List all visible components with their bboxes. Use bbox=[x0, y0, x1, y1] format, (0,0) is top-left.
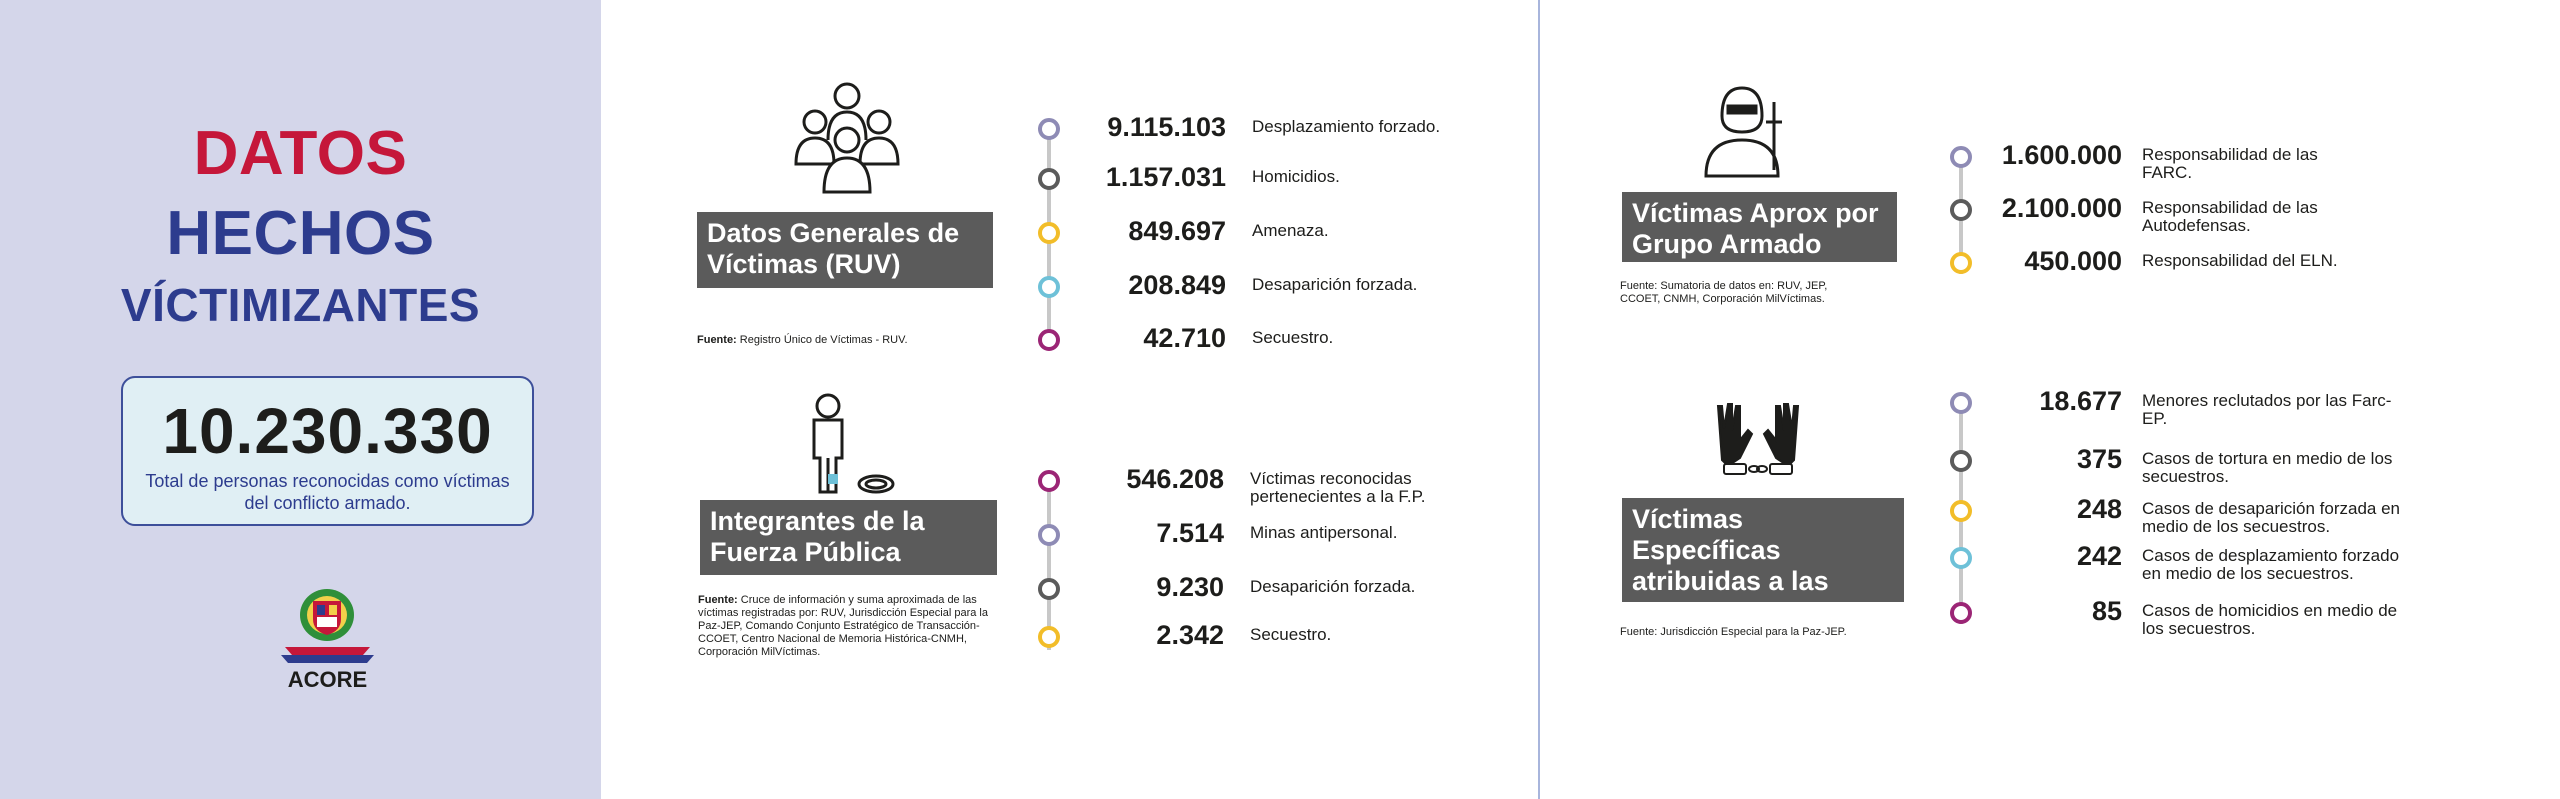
stat-value: 375 bbox=[2076, 444, 2122, 474]
stat-value: 1.157.031 bbox=[1105, 162, 1226, 192]
stat-value: 242 bbox=[2076, 541, 2122, 571]
stat-value: 1.600.000 bbox=[2001, 140, 2122, 170]
title-hechos: HECHOS bbox=[166, 199, 435, 268]
stat-value: 849.697 bbox=[1128, 216, 1226, 246]
total-victims-value: 10.230.330 bbox=[162, 395, 493, 467]
stat-label: Secuestro. bbox=[1250, 625, 1332, 644]
stat-label: Amenaza. bbox=[1252, 221, 1329, 240]
stat-value: 9.115.103 bbox=[1107, 112, 1226, 142]
acore-logo bbox=[275, 585, 380, 695]
section-title-fuerza-publica: Integrantes de la Fuerza Pública bbox=[700, 500, 997, 575]
source-farc-ep: Fuente: Jurisdicción Especial para la Paz-JEP. bbox=[1620, 626, 1847, 638]
stat-label: Responsabilidad del ELN. bbox=[2142, 251, 2338, 270]
stat-label: Homicidios. bbox=[1252, 167, 1340, 186]
stat-label: Casos de homicidios en medio de los secuestros. bbox=[2142, 601, 2398, 638]
stat-label: Víctimas reconocidas pertenecientes a la F.P. bbox=[1250, 469, 1426, 506]
source-label: Fuente: bbox=[697, 334, 737, 346]
stat-value: 18.677 bbox=[2039, 386, 2122, 416]
stat-label: Casos de desaparición forzada en medio de los secuestros. bbox=[2142, 499, 2400, 536]
stat-label: Desplazamiento forzado. bbox=[1252, 117, 1441, 136]
stat-label: Menores reclutados por las Farc-EP. bbox=[2142, 391, 2392, 428]
stat-label: Casos de desplazamiento forzado en medio de los secuestros. bbox=[2142, 546, 2400, 583]
source-ruv bbox=[697, 334, 1027, 347]
stat-value: 85 bbox=[2091, 596, 2122, 626]
stat-value: 450.000 bbox=[2024, 246, 2122, 276]
section-title-grupo-armado: Víctimas Aprox por Grupo Armado bbox=[1622, 192, 1897, 262]
logo-text: ACORE bbox=[287, 667, 368, 692]
stat-label: Desaparición forzada. bbox=[1252, 275, 1418, 294]
section-title-farc-ep: Víctimas Específicas atribuidas a las FARC-EP bbox=[1622, 498, 1904, 602]
stat-value: 42.710 bbox=[1143, 323, 1226, 353]
stat-value: 9.230 bbox=[1156, 572, 1224, 602]
source-label: Fuente: bbox=[698, 594, 738, 606]
title-victimizantes: VÍCTIMIZANTES bbox=[120, 279, 481, 331]
source-text: Registro Único de Víctimas - RUV. bbox=[739, 334, 908, 346]
stat-label: Responsabilidad de las FARC. bbox=[2142, 145, 2318, 182]
stat-value: 2.342 bbox=[1156, 620, 1224, 650]
stat-value: 7.514 bbox=[1156, 518, 1224, 548]
stat-value: 546.208 bbox=[1126, 464, 1224, 494]
stat-value: 208.849 bbox=[1128, 270, 1226, 300]
source-text: Cruce de información y suma aproximada de las víctimas registradas por: RUV, Jurisdicción Especial para la Paz-JEP, Comando Conjunto Estratégico de Transacción-CCOET, Centro Nacional de Memoria Histórica-CNMH, Corporación MilVíctimas. bbox=[698, 594, 988, 658]
stat-label: Responsabilidad de las Autodefensas. bbox=[2142, 198, 2318, 235]
stat-value: 2.100.000 bbox=[2001, 193, 2122, 223]
stat-label: Secuestro. bbox=[1252, 328, 1334, 347]
section-title-ruv: Datos Generales de Víctimas (RUV) bbox=[697, 212, 993, 288]
injured-soldier-icon bbox=[798, 392, 898, 503]
group-people-icon bbox=[788, 80, 906, 201]
acore-shield-icon bbox=[275, 585, 380, 667]
armed-man-icon bbox=[1700, 82, 1790, 183]
stat-value: 248 bbox=[2076, 494, 2122, 524]
stat-label: Desaparición forzada. bbox=[1250, 577, 1416, 596]
title-datos: DATOS bbox=[193, 119, 408, 188]
total-victims-box bbox=[121, 376, 534, 526]
source-grupo-armado: Fuente: Sumatoria de datos en: RUV, JEP, CCOET, CNMH, Corporación MilVíctimas. bbox=[1620, 280, 1828, 305]
vertical-divider bbox=[1538, 0, 1540, 799]
source-fuerza-publica bbox=[698, 594, 1013, 659]
stat-label: Casos de tortura en medio de los secuestros. bbox=[2142, 449, 2393, 486]
total-victims-caption: Total de personas reconocidas como víctimas del conflicto armado. bbox=[145, 471, 510, 513]
stat-label: Minas antipersonal. bbox=[1250, 523, 1398, 542]
left-panel bbox=[0, 0, 601, 799]
chained-hands-icon bbox=[1710, 400, 1806, 489]
